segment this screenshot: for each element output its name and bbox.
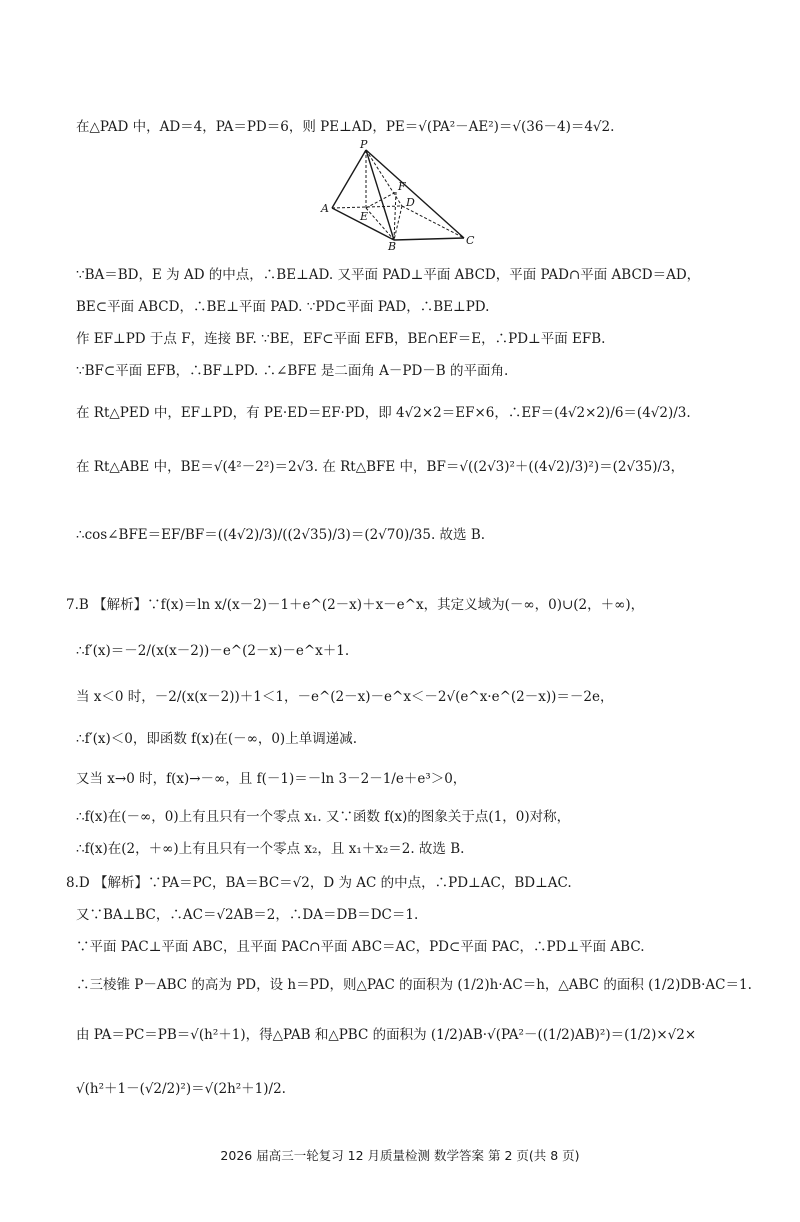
q7-line-1: 7.B 【解析】∵f(x)＝ln x/(x－2)－1＋e^(2－x)＋x－e^x，其定义域为(－∞，0)∪(2，＋∞)，: [66, 597, 645, 613]
edge-EF: [366, 192, 396, 208]
q8-line-6: √(h²＋1－(√2/2)²)＝√(2h²＋1)/2.: [76, 1081, 286, 1097]
label-F: F: [398, 180, 406, 193]
label-C: C: [466, 234, 475, 247]
text-line-4: 作 EF⊥PD 于点 F，连接 BF. ∵BE，EF⊂平面 EFB，BE∩EF＝E，∴PD⊥平面 EFB.: [76, 331, 606, 347]
label-D: D: [406, 196, 415, 209]
edge-BC: [394, 238, 464, 240]
q7-line-2: ∴f′(x)＝－2/(x(x－2))－e^(2－x)－e^x＋1.: [76, 643, 350, 659]
text-line-6: 在 Rt△PED 中，EF⊥PD，有 PE·ED＝EF·PD，即 4√2×2＝EF×6，∴EF＝(4√2×2)/6＝(4√2)/3.: [76, 405, 691, 421]
q7-line-7: ∴f(x)在(2，＋∞)上有且只有一个零点 x₂，且 x₁＋x₂＝2. 故选 B.: [76, 841, 465, 857]
edge-EB: [366, 208, 394, 240]
label-A: A: [321, 202, 329, 215]
q8-line-4: ∴三棱锥 P－ABC 的高为 PD，设 h＝PD，则△PAC 的面积为 (1/2)h·AC＝h，△ABC 的面积 (1/2)DB·AC＝1.: [76, 977, 752, 993]
edge-PA: [332, 150, 366, 208]
q7-line-6: ∴f(x)在(－∞，0)上有且只有一个零点 x₁. 又∵函数 f(x)的图象关于点(1，0)对称，: [76, 809, 571, 825]
label-E: E: [360, 210, 369, 223]
text-line-8: ∴cos∠BFE＝EF/BF＝((4√2)/3)/((2√35)/3)＝(2√70)/35. 故选 B.: [76, 527, 486, 543]
page-footer: 2026 届高三一轮复习 12 月质量检测 数学答案 第 2 页(共 8 页): [220, 1148, 580, 1163]
q8-line-5: 由 PA＝PC＝PB＝√(h²＋1)，得△PAB 和△PBC 的面积为 (1/2)AB·√(PA²－((1/2)AB)²)＝(1/2)×√2×: [76, 1027, 697, 1043]
q8-line-2: 又∵BA⊥BC，∴AC＝√2AB＝2，∴DA＝DB＝DC＝1.: [76, 907, 419, 923]
text-line-1: 在△PAD 中，AD＝4，PA＝PD＝6，则 PE⊥AD，PE＝√(PA²－AE²)＝√(36－4)＝4√2.: [76, 119, 615, 135]
q8-line-3: ∵平面 PAC⊥平面 ABC，且平面 PAC∩平面 ABC＝AC，PD⊂平面 PAC，∴PD⊥平面 ABC.: [76, 939, 645, 955]
label-B: B: [388, 240, 397, 250]
text-line-7: 在 Rt△ABE 中，BE＝√(4²－2²)＝2√3. 在 Rt△BFE 中，BF＝√((2√3)²＋((4√2)/3)²)＝(2√35)/3，: [76, 459, 685, 475]
q7-line-5: 又当 x→0 时，f(x)→－∞，且 f(－1)＝－ln 3－2－1/e＋e³＞0，: [76, 771, 467, 787]
q7-line-4: ∴f′(x)＜0，即函数 f(x)在(－∞，0)上单调递减.: [76, 731, 357, 747]
label-P: P: [360, 140, 368, 151]
pyramid-figure: [318, 140, 488, 250]
text-line-3: BE⊂平面 ABCD，∴BE⊥平面 PAD. ∵PD⊂平面 PAD，∴BE⊥PD.: [76, 299, 490, 315]
q7-line-3: 当 x＜0 时，－2/(x(x－2))＋1＜1，－e^(2－x)－e^x＜－2√(e^x·e^(2－x))＝－2e，: [76, 689, 614, 705]
q8-line-1: 8.D 【解析】∵PA＝PC，BA＝BC＝√2，D 为 AC 的中点，∴PD⊥AC，BD⊥AC.: [66, 875, 572, 891]
text-line-2: ∵BA＝BD，E 为 AD 的中点，∴BE⊥AD. 又平面 PAD⊥平面 ABCD，平面 PAD∩平面 ABCD＝AD，: [76, 267, 701, 283]
text-line-5: ∵BF⊂平面 EFB，∴BF⊥PD. ∴∠BFE 是二面角 A－PD－B 的平面角.: [76, 363, 509, 379]
